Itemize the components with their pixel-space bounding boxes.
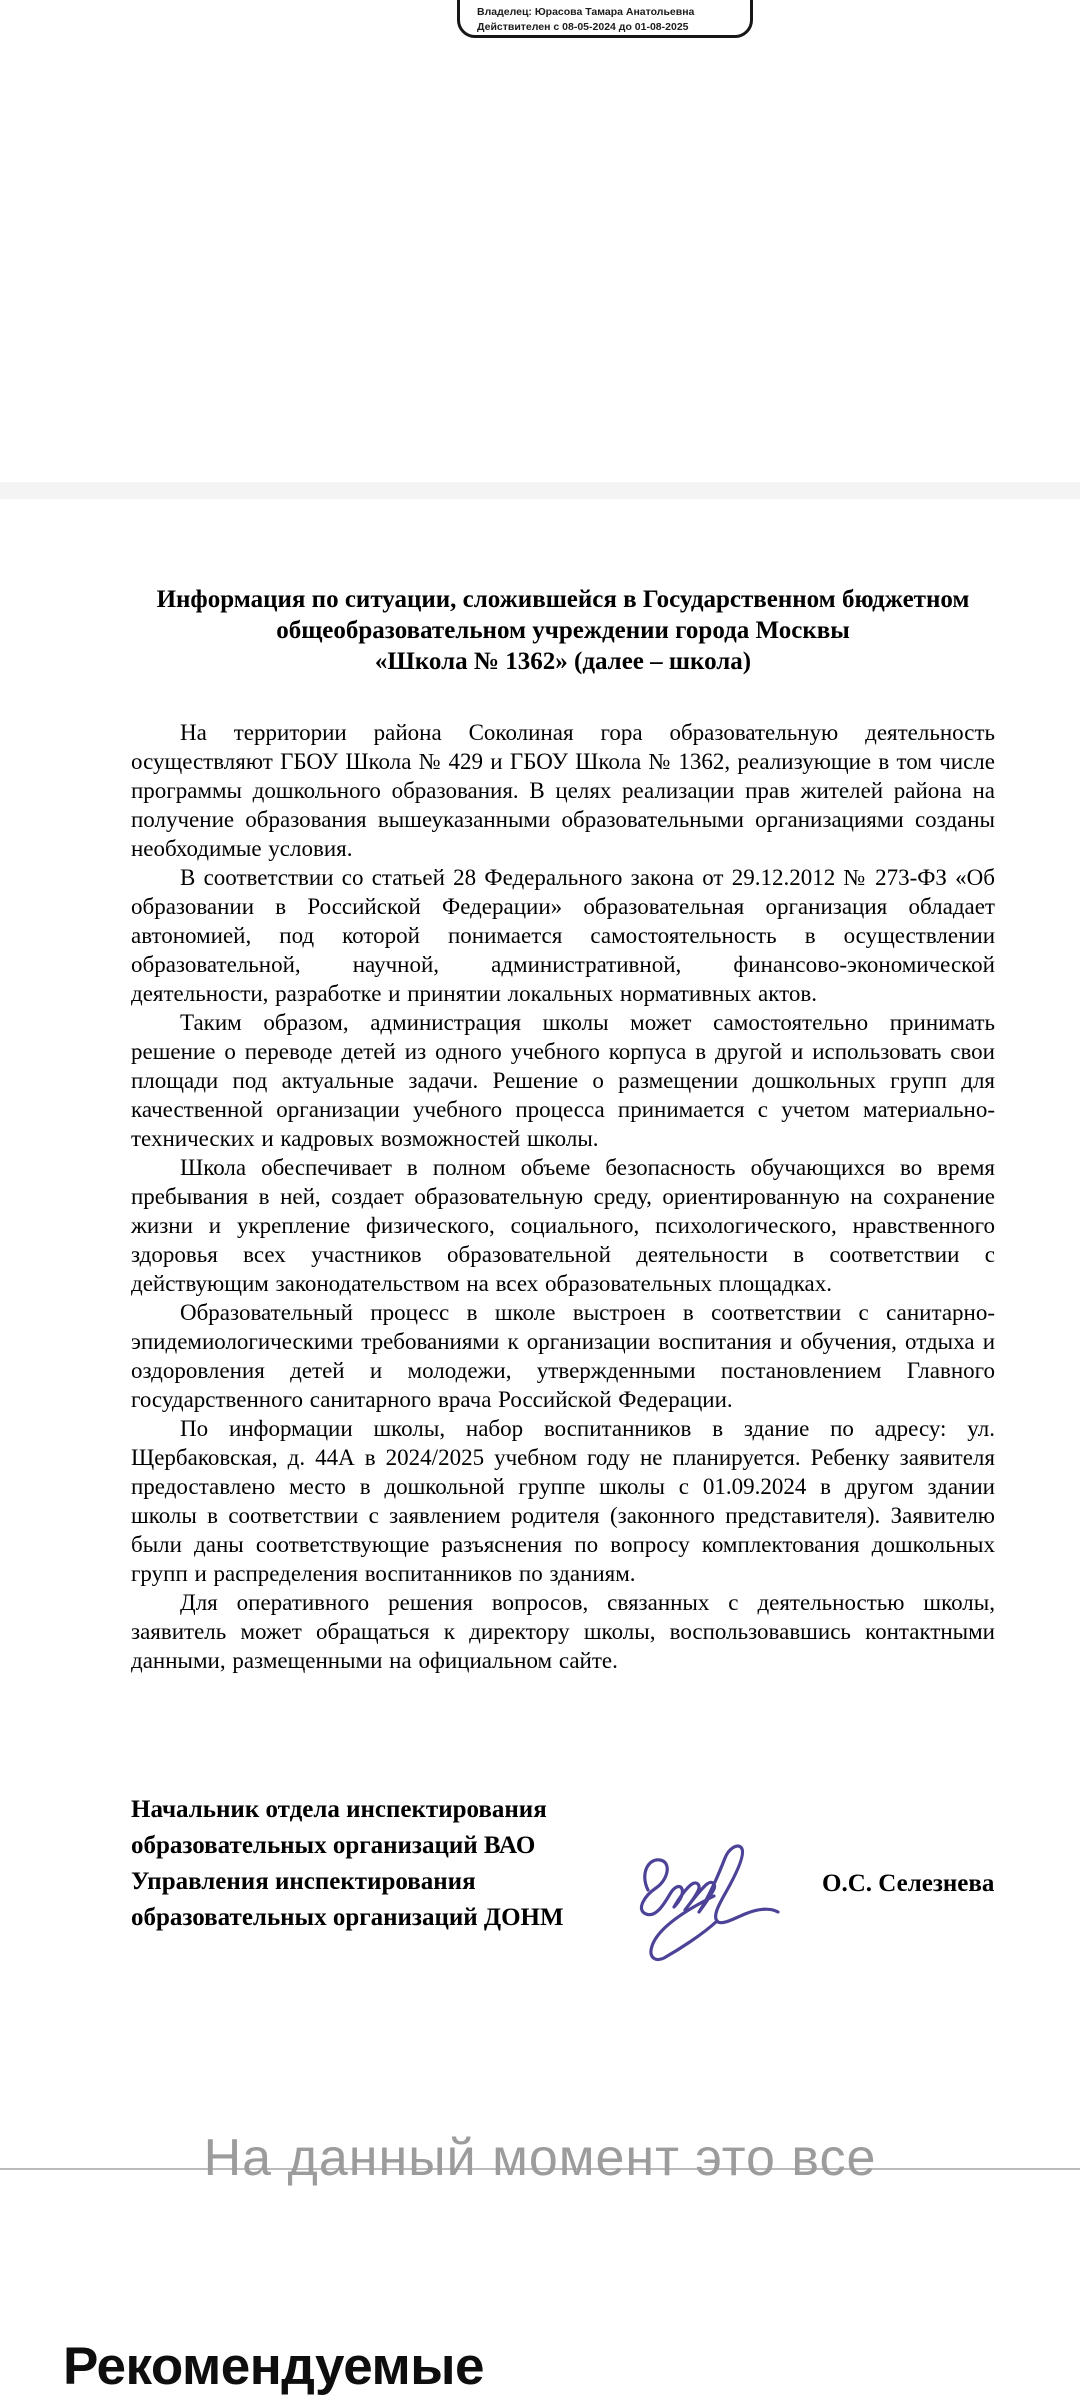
signature-title-line: образовательных организаций ВАО	[131, 1832, 536, 1859]
signature-titles	[131, 1792, 564, 1936]
document-body	[131, 718, 995, 1675]
document-paragraph: Образовательный процесс в школе выстроен в соответствии с санитарно-эпидемиологическими требованиями к организации воспитания и обучения, отдыха и оздоровления детей и молодежи, утвержденными постановлением Главного государственного санитарного врача Российской Федерации.	[131, 1300, 995, 1412]
certificate-stamp	[457, 0, 753, 38]
document-paragraph: В соответствии со статьей 28 Федерального закона от 29.12.2012 № 273-ФЗ «Об образовании в Российской Федерации» образовательная организация обладает автономией, под которой понимается самостоятельность в осуществлении образовательной, научной, административной, финансово-экономической деятельности, разработке и принятии локальных нормативных актов.	[131, 865, 995, 1006]
document-paragraph: Таким образом, администрация школы может самостоятельно принимать решение о переводе детей из одного учебного корпуса в другой и использовать свои площади под актуальные задачи. Решение о размещении дошкольных групп для качественной организации учебного процесса принимается с учетом материально-технических и кадровых возможностей школы.	[131, 1010, 995, 1151]
certificate-validity: Действителен с 08-05-2024 до 01-08-2025	[477, 21, 689, 33]
document-title-line: Информация по ситуации, сложившейся в Государственном бюджетном	[156, 586, 970, 613]
document-paragraph: По информации школы, набор воспитанников в здание по адресу: ул. Щербаковская, д. 44А в 2024/2025 учебном году не планируется. Ребенку заявителя предоставлено место в дошкольной группе школы с 01.09.2024 в другом здании школы в соответствии с заявлением родителя (законного представителя). Заявителю были даны соответствующие разъяснения по вопросу комплектования дошкольных групп и распределения воспитанников по зданиям.	[131, 1416, 995, 1586]
recommended-heading: Рекомендуемые	[63, 2337, 484, 2396]
signature-title-line: Начальник отдела инспектирования	[131, 1796, 547, 1823]
document-title	[131, 584, 995, 677]
end-of-content-marker: На данный момент это все	[203, 2129, 877, 2187]
document-paragraph: На территории района Соколиная гора образовательную деятельность осуществляют ГБОУ Школа № 429 и ГБОУ Школа № 1362, реализующие в том числе программы дошкольного образования. В целях реализации прав жителей района на получение образования вышеуказанными образовательными организациями созданы необходимые условия.	[131, 720, 995, 861]
signature-ink	[618, 1840, 793, 1965]
document-title-line: «Школа № 1362» (далее – школа)	[374, 648, 752, 675]
document-paragraph: Для оперативного решения вопросов, связанных с деятельностью школы, заявитель может обращаться к директору школы, воспользовавшись контактными данными, размещенными на официальном сайте.	[131, 1590, 995, 1673]
page-gap-divider	[0, 482, 1080, 499]
signature-title-line: образовательных организаций ДОНМ	[131, 1904, 564, 1931]
signature-title-line: Управления инспектирования	[131, 1868, 476, 1895]
document-paragraph: Школа обеспечивает в полном объеме безопасность обучающихся во время пребывания в ней, создает образовательную среду, ориентированную на сохранение жизни и укрепление физического, социального, психологического, нравственного здоровья всех участников образовательной деятельности в соответствии с действующим законодательством на всех образовательных площадках.	[131, 1155, 995, 1296]
document-page	[131, 584, 995, 1675]
signer-name: О.С. Селезнева	[822, 1870, 995, 1897]
certificate-owner: Владелец: Юрасова Тамара Анатольевна	[477, 6, 695, 18]
document-title-line: общеобразовательном учреждении города Москвы	[276, 617, 850, 644]
